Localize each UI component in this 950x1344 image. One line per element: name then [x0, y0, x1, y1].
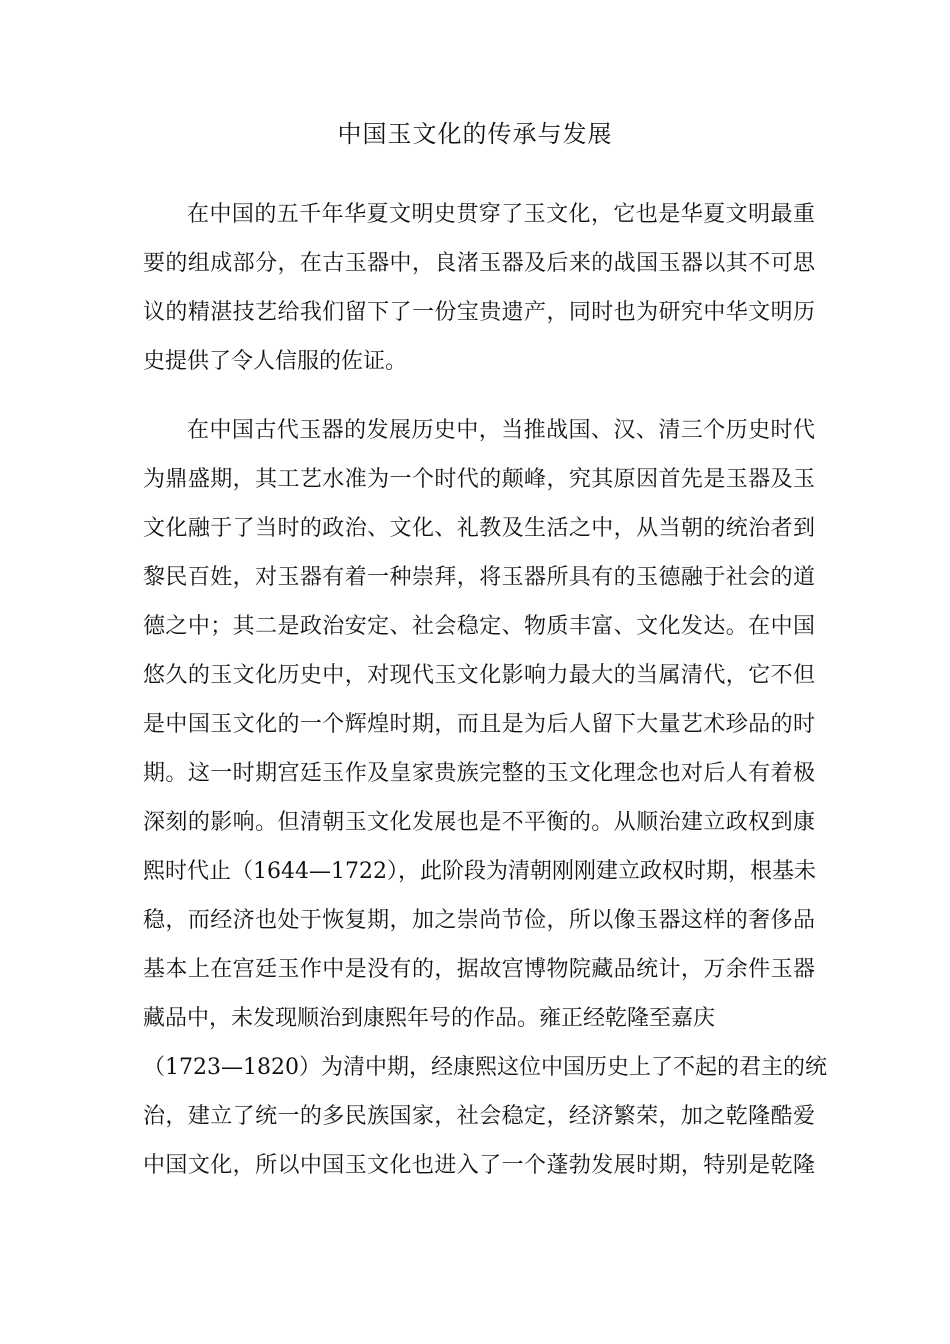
paragraph-line: 德之中；其二是政治安定、社会稳定、物质丰富、文化发达。在中国 [143, 614, 815, 639]
paragraph-1 [143, 190, 815, 386]
paragraph-line: 文化融于了当时的政治、文化、礼教及生活之中，从当朝的统治者到 [143, 516, 815, 541]
paragraph-line: 为鼎盛期，其工艺水准为一个时代的颠峰，究其原因首先是玉器及玉 [143, 467, 815, 492]
paragraph-line: 治，建立了统一的多民族国家，社会稳定，经济繁荣，加之乾隆酷爱 [143, 1104, 815, 1129]
paragraph-line: 黎民百姓，对玉器有着一种崇拜，将玉器所具有的玉德融于社会的道 [143, 565, 815, 590]
paragraph-line: 基本上在宫廷玉作中是没有的，据故宫博物院藏品统计，万余件玉器 [143, 957, 815, 982]
paragraph-line: 议的精湛技艺给我们留下了一份宝贵遗产，同时也为研究中华文明历 [143, 300, 815, 325]
document-title: 中国玉文化的传承与发展 [337, 120, 613, 148]
paragraph-line: （1723—1820）为清中期，经康熙这位中国历史上了不起的君主的统 [143, 1055, 827, 1080]
paragraph-line: 史提供了令人信服的佐证。 [143, 349, 408, 374]
paragraph-line: 是中国玉文化的一个辉煌时期，而且是为后人留下大量艺术珍品的时 [143, 712, 815, 737]
paragraph-line: 期。这一时期宫廷玉作及皇家贵族完整的玉文化理念也对后人有着极 [143, 761, 815, 786]
paragraph-line: 深刻的影响。但清朝玉文化发展也是不平衡的。从顺治建立政权到康 [143, 810, 815, 835]
paragraph-line: 悠久的玉文化历史中，对现代玉文化影响力最大的当属清代，它不但 [143, 663, 815, 688]
paragraph-line: 中国文化，所以中国玉文化也进入了一个蓬勃发展时期，特别是乾隆 [143, 1153, 815, 1178]
paragraph-line: 在中国的五千年华夏文明史贯穿了玉文化，它也是华夏文明最重 [187, 202, 815, 227]
paragraph-line: 熙时代止（1644—1722），此阶段为清朝刚刚建立政权时期，根基未 [143, 859, 816, 884]
paragraph-line: 要的组成部分，在古玉器中，良渚玉器及后来的战国玉器以其不可思 [143, 251, 815, 276]
paragraph-2 [143, 406, 827, 1190]
paragraph-line: 藏品中，未发现顺治到康熙年号的作品。雍正经乾隆至嘉庆 [143, 1006, 716, 1031]
paragraph-line: 稳，而经济也处于恢复期，加之崇尚节俭，所以像玉器这样的奢侈品 [143, 908, 815, 933]
paragraph-line: 在中国古代玉器的发展历史中，当推战国、汉、清三个历史时代 [187, 418, 815, 443]
